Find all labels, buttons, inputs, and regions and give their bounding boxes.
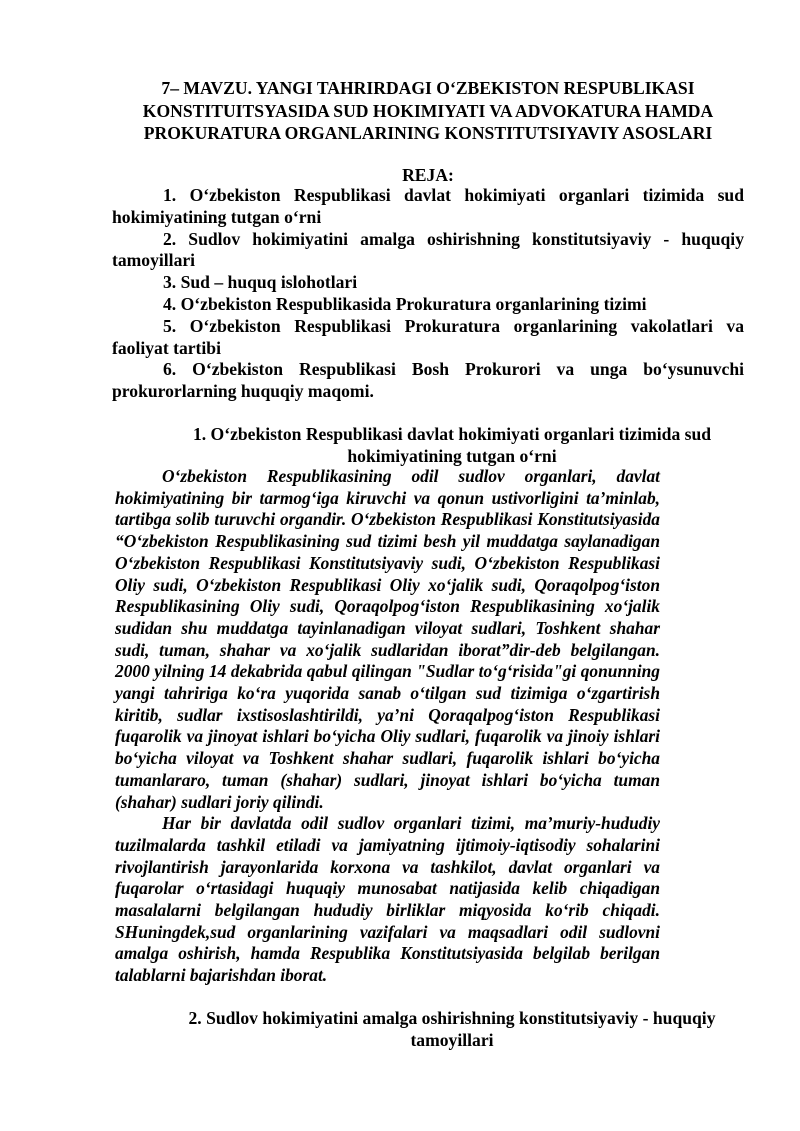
section-1-heading: 1. O‘zbekiston Respublikasi davlat hokimiyati organlari tizimida sud hokimiyatining tutgan o‘rni <box>192 424 712 466</box>
plan-item: 2. Sudlov hokimiyatini amalga oshirishning konstitutsiyaviy - huquqiy tamoyillari <box>112 228 744 271</box>
plan-heading: REJA: <box>402 165 454 185</box>
body-paragraph: O‘zbekiston Respublikasining odil sudlov organlari, davlat hokimiyatining bir tarmog‘iga kiruvchi va qonun ustivorligini ta’minlab, tartibga solib turuvchi organdir. O‘zbekiston Respublikasi Konstitutsiyasida “O‘zbekiston Respublikasining sud tizimi besh yil muddatga saylanadigan O‘zbekiston Respublikasi Konstitutsiyaviy sudi, O‘zbekiston Respublikasi Oliy sudi, O‘zbekiston Respublikasi Oliy xo‘jalik sudi, Qoraqolpog‘iston Respublikasining Oliy sudi, Qoraqolpog‘iston Respublikasining xo‘jalik sudidan shu muddatga tayinlanadigan viloyat sudlari, Toshkent shahar sudi, tuman, shahar va xo‘jalik sudlaridan iborat”dir-deb belgilangan. 2000 yilning 14 dekabrida qabul qilingan "Sudlar to‘g‘risida"gi qonunning yangi tahririga ko‘ra yuqorida sanab o‘tilgan sud tizimiga o‘zgartirish kiritib, sudlar ixstisoslashtirildi, ya’ni Qoraqalpog‘iston Respublikasi fuqarolik va jinoyat ishlari bo‘yicha Oliy sudlari, fuqarolik va jinoiy ishlari bo‘yicha viloyat va Toshkent shahar sudlari, fuqarolik ishlari bo‘yicha tumanlararo, tuman (shahar) sudlari, jinoyat ishlari bo‘yicha tuman (shahar) sudlari joriy qilindi. <box>115 466 660 812</box>
body-paragraph: Har bir davlatda odil sudlov organlari tizimi, ma’muriy-hududiy tuzilmalarda tashkil etiladi va jamiyatning ijtimoiy-iqtisodiy sohalarini rivojlantirish jarayonlarida korxona va tashkilot, davlat organlari va fuqarolar o‘rtasidagi huquqiy munosabat natijasida kelib chiqadigan masalalarni belgilangan hududiy birliklar miqyosida ko‘rib chiqadi. SHuningdek,sud organlarining vazifalari va maqsadlari odil sudlovni amalga oshirish, hamda Respublika Konstitutsiyasida belgilab berilgan talablarni bajarishdan iborat. <box>115 813 660 986</box>
section-2-heading: 2. Sudlov hokimiyatini amalga oshirishning konstitutsiyaviy - huquqiy tamoyillari <box>188 1008 716 1050</box>
plan-item: 3. Sud – huquq islohotlari <box>163 272 358 293</box>
page-title: 7– MAVZU. YANGI TAHRIRDAGI O‘ZBEKISTON RESPUBLIKASI KONSTITUITSYASIDA SUD HOKIMIYATI VA ADVOKATURA HAMDA PROKURATURA ORGANLARINING KONSTITUTSIYAVIY ASOSLARI <box>142 78 714 143</box>
plan-item: 4. O‘zbekiston Respublikasida Prokuratura organlarining tizimi <box>163 293 647 314</box>
plan-item: 5. O‘zbekiston Respublikasi Prokuratura organlarining vakolatlari va faoliyat tartibi <box>112 315 744 358</box>
section-1-body <box>115 466 660 987</box>
plan-item: 6. O‘zbekiston Respublikasi Bosh Prokurori va unga bo‘ysunuvchi prokurorlarning huquqiy maqomi. <box>112 359 744 402</box>
plan-list <box>112 185 744 403</box>
plan-item: 1. O‘zbekiston Respublikasi davlat hokimiyati organlari tizimida sud hokimiyatining tutgan o‘rni <box>112 185 744 227</box>
